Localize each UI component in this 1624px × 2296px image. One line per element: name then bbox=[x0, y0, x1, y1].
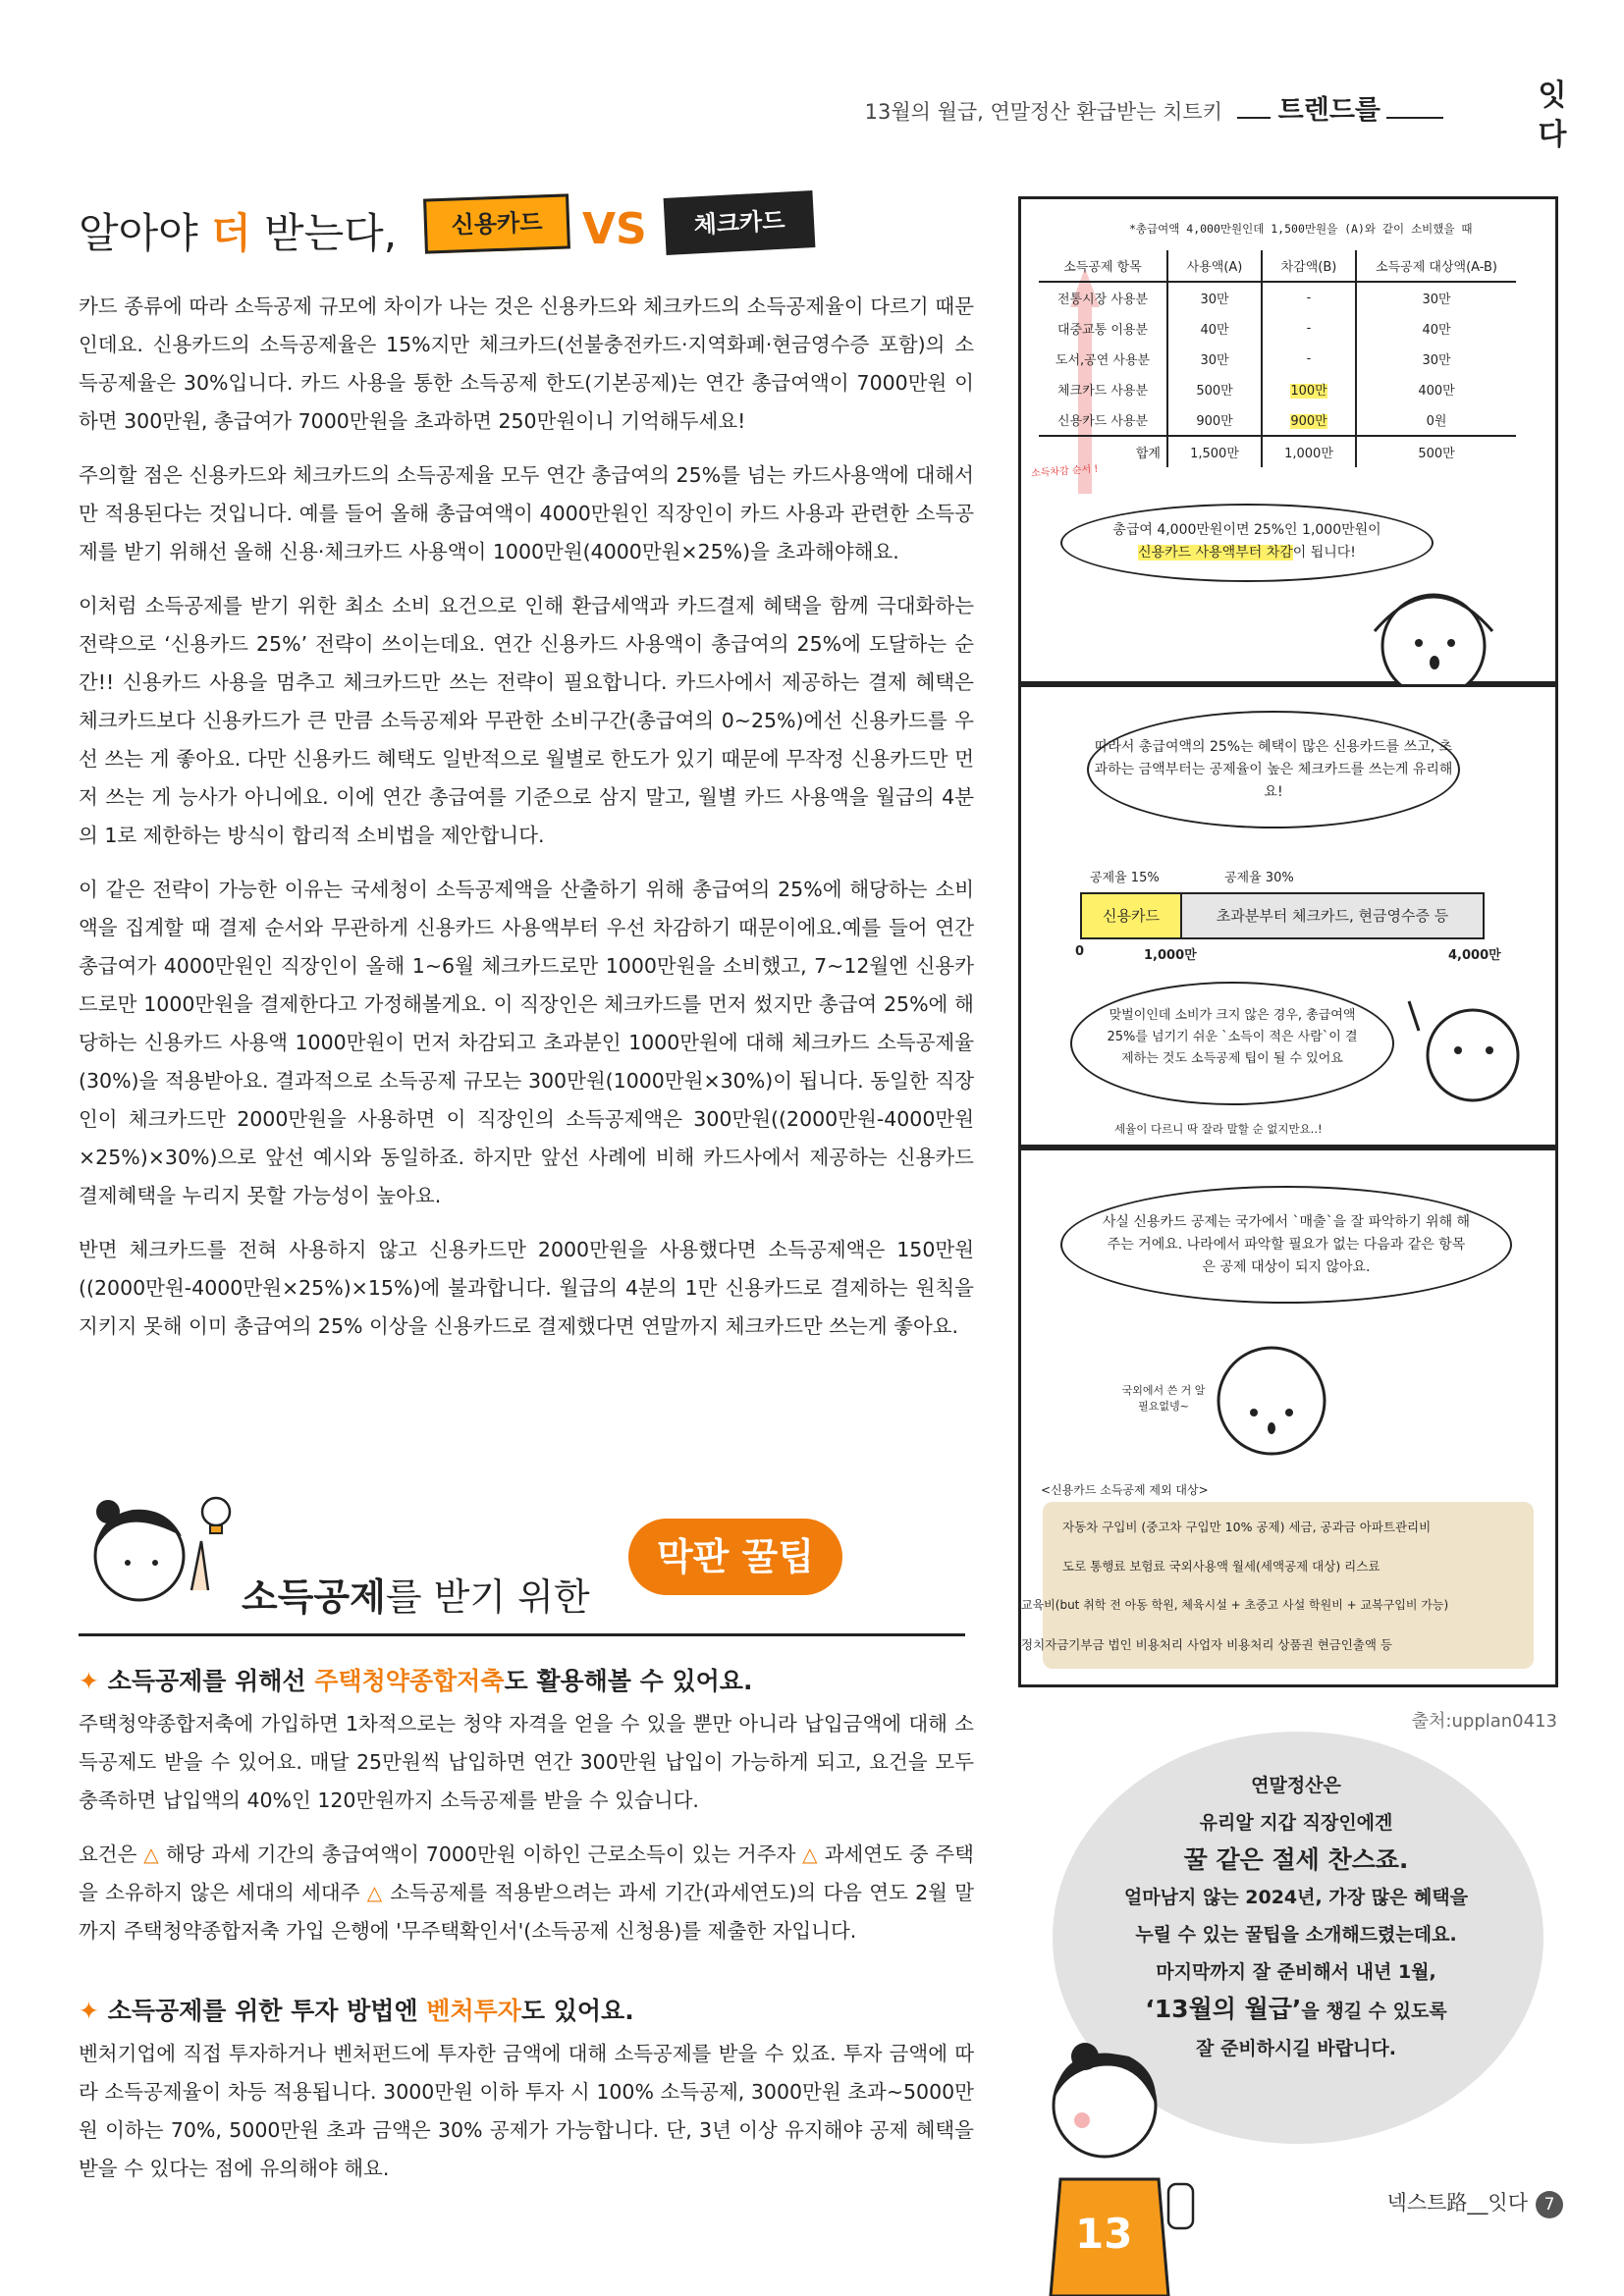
triangle-icon: △ bbox=[366, 1881, 383, 1904]
header-rule bbox=[1237, 107, 1271, 119]
table-note: *총급여액 4,000만원인데 1,500만원을 (A)와 같이 소비했을 때 bbox=[1129, 222, 1473, 236]
tip2-body bbox=[79, 2035, 974, 2204]
rate-label: 공제율 15% bbox=[1090, 871, 1160, 885]
page-footer bbox=[1387, 2187, 1563, 2218]
table-row: 도서,공연 사용분 30만 - 30만 bbox=[1039, 344, 1516, 374]
tip1-body bbox=[79, 1705, 974, 1966]
paragraph: 반면 체크카드를 전혀 사용하지 않고 신용카드만 2000만원을 사용했다면 소득공제액은 150만원((2000만원-4000만원×25%)×15%)에 불과합니다. 월급의 4분의 1만 신용카드로 결제하는 원칙을 지키지 못해 이미 총급여의 25% 이상을 신용카드로 결제했다면 연말까지 체크카드만 쓰는게 좋아요. bbox=[79, 1238, 974, 1338]
table-header: 사용액(A) bbox=[1167, 250, 1262, 282]
list-title: <신용카드 소득공제 제외 대상> bbox=[1041, 1483, 1209, 1497]
character-illustration bbox=[1399, 991, 1537, 1129]
credit-segment: 신용카드 bbox=[1082, 894, 1182, 937]
paragraph: 주택청약종합저축에 가입하면 1차적으로는 청약 자격을 얻을 수 있을 뿐만 아니라 납입금액에 대해 소득공제도 받을 수 있어요. 매달 25만원씩 납입하면 연간 300만원 납입이 가능하게 되고, 요건을 모두 충족하면 납입액의 40%인 120만원까지 소득공제를 받을 수 있습니다. bbox=[79, 1712, 974, 1812]
list-item: 도로 통행료 보험료 국외사용액 월세(세액공제 대상) 리스료 bbox=[1062, 1559, 1380, 1574]
paragraph: 이 같은 전략이 가능한 이유는 국세청이 소득공제액을 산출하기 위해 총급여의 25%에 해당하는 소비액을 집계할 때 결제 순서와 무관하게 신용카드 사용액부터 우선 차감하기 때문이에요.예를 들어 연간 총급여가 4000만원인 직장인이 올해 1~6월 체크카드로만 1000만원을 소비했고, 7~12월엔 신용카드로만 1000만원을 결제한다고 가정해볼게요. 이 직장인은 체크카드를 먼저 썼지만 총급여 25%에 해당하는 신용카드 사용액 1000만원이 먼저 차감되고 초과분인 1000만원에 대해 체크카드 소득공제율(30%)을 적용받아요. 결과적으로 소득공제 규모는 300만원(1000만원×30%)이 됩니다. 동일한 직장인이 체크카드만 2000만원을 사용하면 이 직장인의 소득공제액은 300만원((2000만원-4000만원×25%)×30%)으로 앞선 예시와 동일하죠. 하지만 앞선 사례에 비해 카드사에서 제공하는 신용카드 결제혜택을 누리지 못할 가능성이 높아요. bbox=[79, 878, 974, 1207]
paragraph: 이처럼 소득공제를 받기 위한 최소 소비 요건으로 인해 환급세액과 카드결제 혜택을 함께 극대화하는 전략으로 ‘신용카드 25%’ 전략이 쓰이는데요. 연간 신용카드 사용액이 총급여의 25%에 도달하는 순간!! 신용카드 사용을 멈추고 체크카드만 쓰는 전략이 필요합니다. 카드사에서 제공하는 결제 혜택은 체크카드보다 신용카드가 큰 만큼 소득공제와 무관한 소비구간(총급여의 0~25%)에선 신용카드를 우선 쓰는 게 좋아요. 다만 신용카드 혜택도 일반적으로 월별로 한도가 있기 때문에 무작정 신용카드만 먼저 쓰는 게 능사가 아니에요. 이에 연간 총급여를 기준으로 삼지 말고, 월별 카드 사용액을 월급의 4분의 1로 제한하는 방식이 합리적 소비법을 제안합니다. bbox=[79, 594, 974, 847]
aside-text: 국외에서 쓴 거 알 필요없넹~ bbox=[1121, 1384, 1206, 1413]
deduction-table bbox=[1039, 250, 1516, 467]
side-note: 소득차감 순서 ! bbox=[1030, 463, 1099, 480]
spending-bar bbox=[1080, 892, 1485, 939]
axis-tick: 4,000만 bbox=[1448, 948, 1501, 963]
footer-brand: 넥스트路__잇다 bbox=[1386, 2191, 1528, 2215]
comic-panel-2 bbox=[1018, 684, 1558, 1148]
triangle-icon: △ bbox=[143, 1842, 159, 1866]
paragraph: 주의할 점은 신용카드와 체크카드의 소득공제율 모두 연간 총급여의 25%를 넘는 카드사용액에 대해서만 적용된다는 것입니다. 예를 들어 올해 총급여액이 4000만원인 직장인이 카드 사용과 관련한 소득공제를 받기 위해선 올해 신용·체크카드 사용액이 1000만원(4000만원×25%)을 초과해야해요. bbox=[79, 463, 974, 563]
table-row: 신용카드 사용분 900만 900만 0원 bbox=[1039, 404, 1516, 436]
exclusion-list bbox=[1021, 1502, 1534, 1669]
woman-with-lightbulb-illustration bbox=[79, 1482, 236, 1629]
rate-label: 공제율 30% bbox=[1224, 871, 1294, 885]
table-row: 전통시장 사용분 30만 - 30만 bbox=[1039, 282, 1516, 313]
credit-card-tag: 신용카드 bbox=[423, 193, 570, 253]
triangle-icon: △ bbox=[802, 1842, 818, 1866]
list-item: 교육비(but 취학 전 아동 학원, 체육시설 + 초중고 사설 학원비 + 교복구입비 가능) bbox=[1021, 1598, 1449, 1612]
running-header bbox=[865, 88, 1449, 127]
paragraph: 벤처기업에 직접 투자하거나 벤처펀드에 투자한 금액에 대해 소득공제를 받을 수 있죠. 투자 금액에 따라 소득공제율이 차등 적용됩니다. 3000만원 이하 투자 시 100% 소득공제, 3000만원 초과~5000만원 이하는 70%, 5000만원 초과 금액은 30% 공제가 가능합니다. 단, 3년 이상 유지해야 공제 혜택을 받을 수 있다는 점에 유의해야 해요. bbox=[79, 2042, 974, 2180]
character-illustration bbox=[1316, 572, 1542, 685]
table-header: 소득공제 항목 bbox=[1063, 260, 1142, 275]
thumbs-up-character-illustration bbox=[1021, 2012, 1198, 2296]
speech-bubble: 사실 신용카드 공제는 국가에서 `매출`을 잘 파악하기 위해 해주는 거에요. 나라에서 파악할 필요가 없는 다음과 같은 항목은 공제 대상이 되지 않아요. bbox=[1060, 1186, 1512, 1304]
list-item: 자동차 구입비 (중고차 구입만 10% 공제) 세금, 공과금 아파트관리비 bbox=[1062, 1520, 1432, 1534]
vs-label: VS bbox=[582, 204, 647, 254]
check-card-tag: 체크카드 bbox=[664, 190, 816, 255]
caption: 세율이 다르니 딱 잘라 말할 순 없지만요..! bbox=[1114, 1122, 1323, 1136]
tip2-heading: ✦ 소득공제를 위한 투자 방법엔 벤처투자도 있어요. bbox=[79, 1997, 634, 2025]
speech-bubble: 총급여 4,000만원이면 25%인 1,000만원이 신용카드 사용액부터 차감이 됩니다! bbox=[1060, 504, 1434, 582]
check-segment: 초과분부터 체크카드, 현금영수증 등 bbox=[1182, 894, 1483, 937]
table-row: 합계 1,500만 1,000만 500만 bbox=[1039, 436, 1516, 467]
axis-tick: 1,000만 bbox=[1144, 948, 1197, 963]
page-number: 7 bbox=[1536, 2191, 1563, 2218]
table-row: 대중교통 이용분 40만 - 40만 bbox=[1039, 313, 1516, 344]
axis-tick: 0 bbox=[1075, 944, 1085, 959]
brand-name: 트렌드를 bbox=[1277, 95, 1380, 126]
shirt-number: 13 bbox=[1075, 2210, 1133, 2258]
table-header: 차감액(B) bbox=[1262, 250, 1356, 282]
header-rule-2 bbox=[1386, 107, 1443, 119]
speech-bubble: 따라서 총급여액의 25%는 혜택이 많은 신용카드를 쓰고, 초과하는 금액부터는 공제율이 높은 체크카드를 쓰는게 유리해요! bbox=[1087, 711, 1460, 828]
tip1-heading: ✦ 소득공제를 위해선 주택청약종합저축도 활용해볼 수 있어요. bbox=[79, 1667, 753, 1695]
article-body bbox=[79, 288, 974, 1362]
paragraph: 카드 종류에 따라 소득공제 규모에 차이가 나는 것은 신용카드와 체크카드의 소득공제율이 다르기 때문인데요. 신용카드의 소득공제율은 15%지만 체크카드(선불충전카드·지역화폐·현금영수증 포함)의 소득공제율은 30%입니다. 카드 사용을 통한 소득공제 한도(기본공제)는 연간 총급여액이 7000만원 이하면 300만원, 총급여가 7000만원을 초과하면 250만원이니 기억해두세요! bbox=[79, 294, 974, 433]
image-source: 출처:upplan0413 bbox=[1411, 1711, 1557, 1732]
comic-panel-3 bbox=[1018, 1148, 1558, 1687]
tips-title: 소득공제를 받기 위한 bbox=[242, 1575, 590, 1619]
sparkle-icon: ✦ bbox=[79, 1997, 99, 2025]
requirements: 요건은 △ 해당 과세 기간의 총급여액이 7000만원 이하인 근로소득이 있는 거주자 △ 과세연도 중 주택을 소유하지 않은 세대의 세대주 △ 소득공제를 적용받으려는 과세 기간(과세연도)의 다음 연도 2월 말까지 주택청약종합저축 가입 은행에 '무주택확인서'(소득공제 신청용)를 제출한 자입니다. bbox=[79, 1842, 974, 1943]
tips-badge: 막판 꿀팁 bbox=[628, 1519, 842, 1595]
table-row: 체크카드 사용분 500만 100만 400만 bbox=[1039, 374, 1516, 404]
closing-text: 연말정산은 유리알 지갑 직장인에겐 꿀 같은 절세 찬스죠. 얼마남지 않는 2024년, 가장 많은 혜택을 누릴 수 있는 꿀팁을 소개해드렸는데요. 마지막까지 잘 준비해서 내년 1월, ‘13월의 월급’을 챙길 수 있도록 잘 준비하시길 바랍니다. bbox=[1123, 1775, 1469, 2059]
series-title: 13월의 월급, 연말정산 환급받는 치트키 bbox=[864, 100, 1222, 124]
section-divider bbox=[79, 1633, 965, 1636]
speech-bubble: 맞벌이인데 소비가 크지 않은 경우, 총급여액 25%를 넘기기 쉬운 `소득이 적은 사람`이 결제하는 것도 소득공제 팁이 될 수 있어요 bbox=[1070, 982, 1394, 1105]
section-title: 알아야 더 받는다, bbox=[79, 209, 398, 257]
character-illustration bbox=[1193, 1322, 1350, 1469]
brand-suffix: 잇다 bbox=[1538, 79, 1567, 152]
comic-panel-1 bbox=[1018, 196, 1558, 684]
sparkle-icon: ✦ bbox=[79, 1667, 99, 1695]
table-header: 소득공제 대상액(A-B) bbox=[1356, 250, 1516, 282]
list-item: 정치자금기부금 법인 비용처리 사업자 비용처리 상품권 현금인출액 등 bbox=[1021, 1637, 1392, 1652]
